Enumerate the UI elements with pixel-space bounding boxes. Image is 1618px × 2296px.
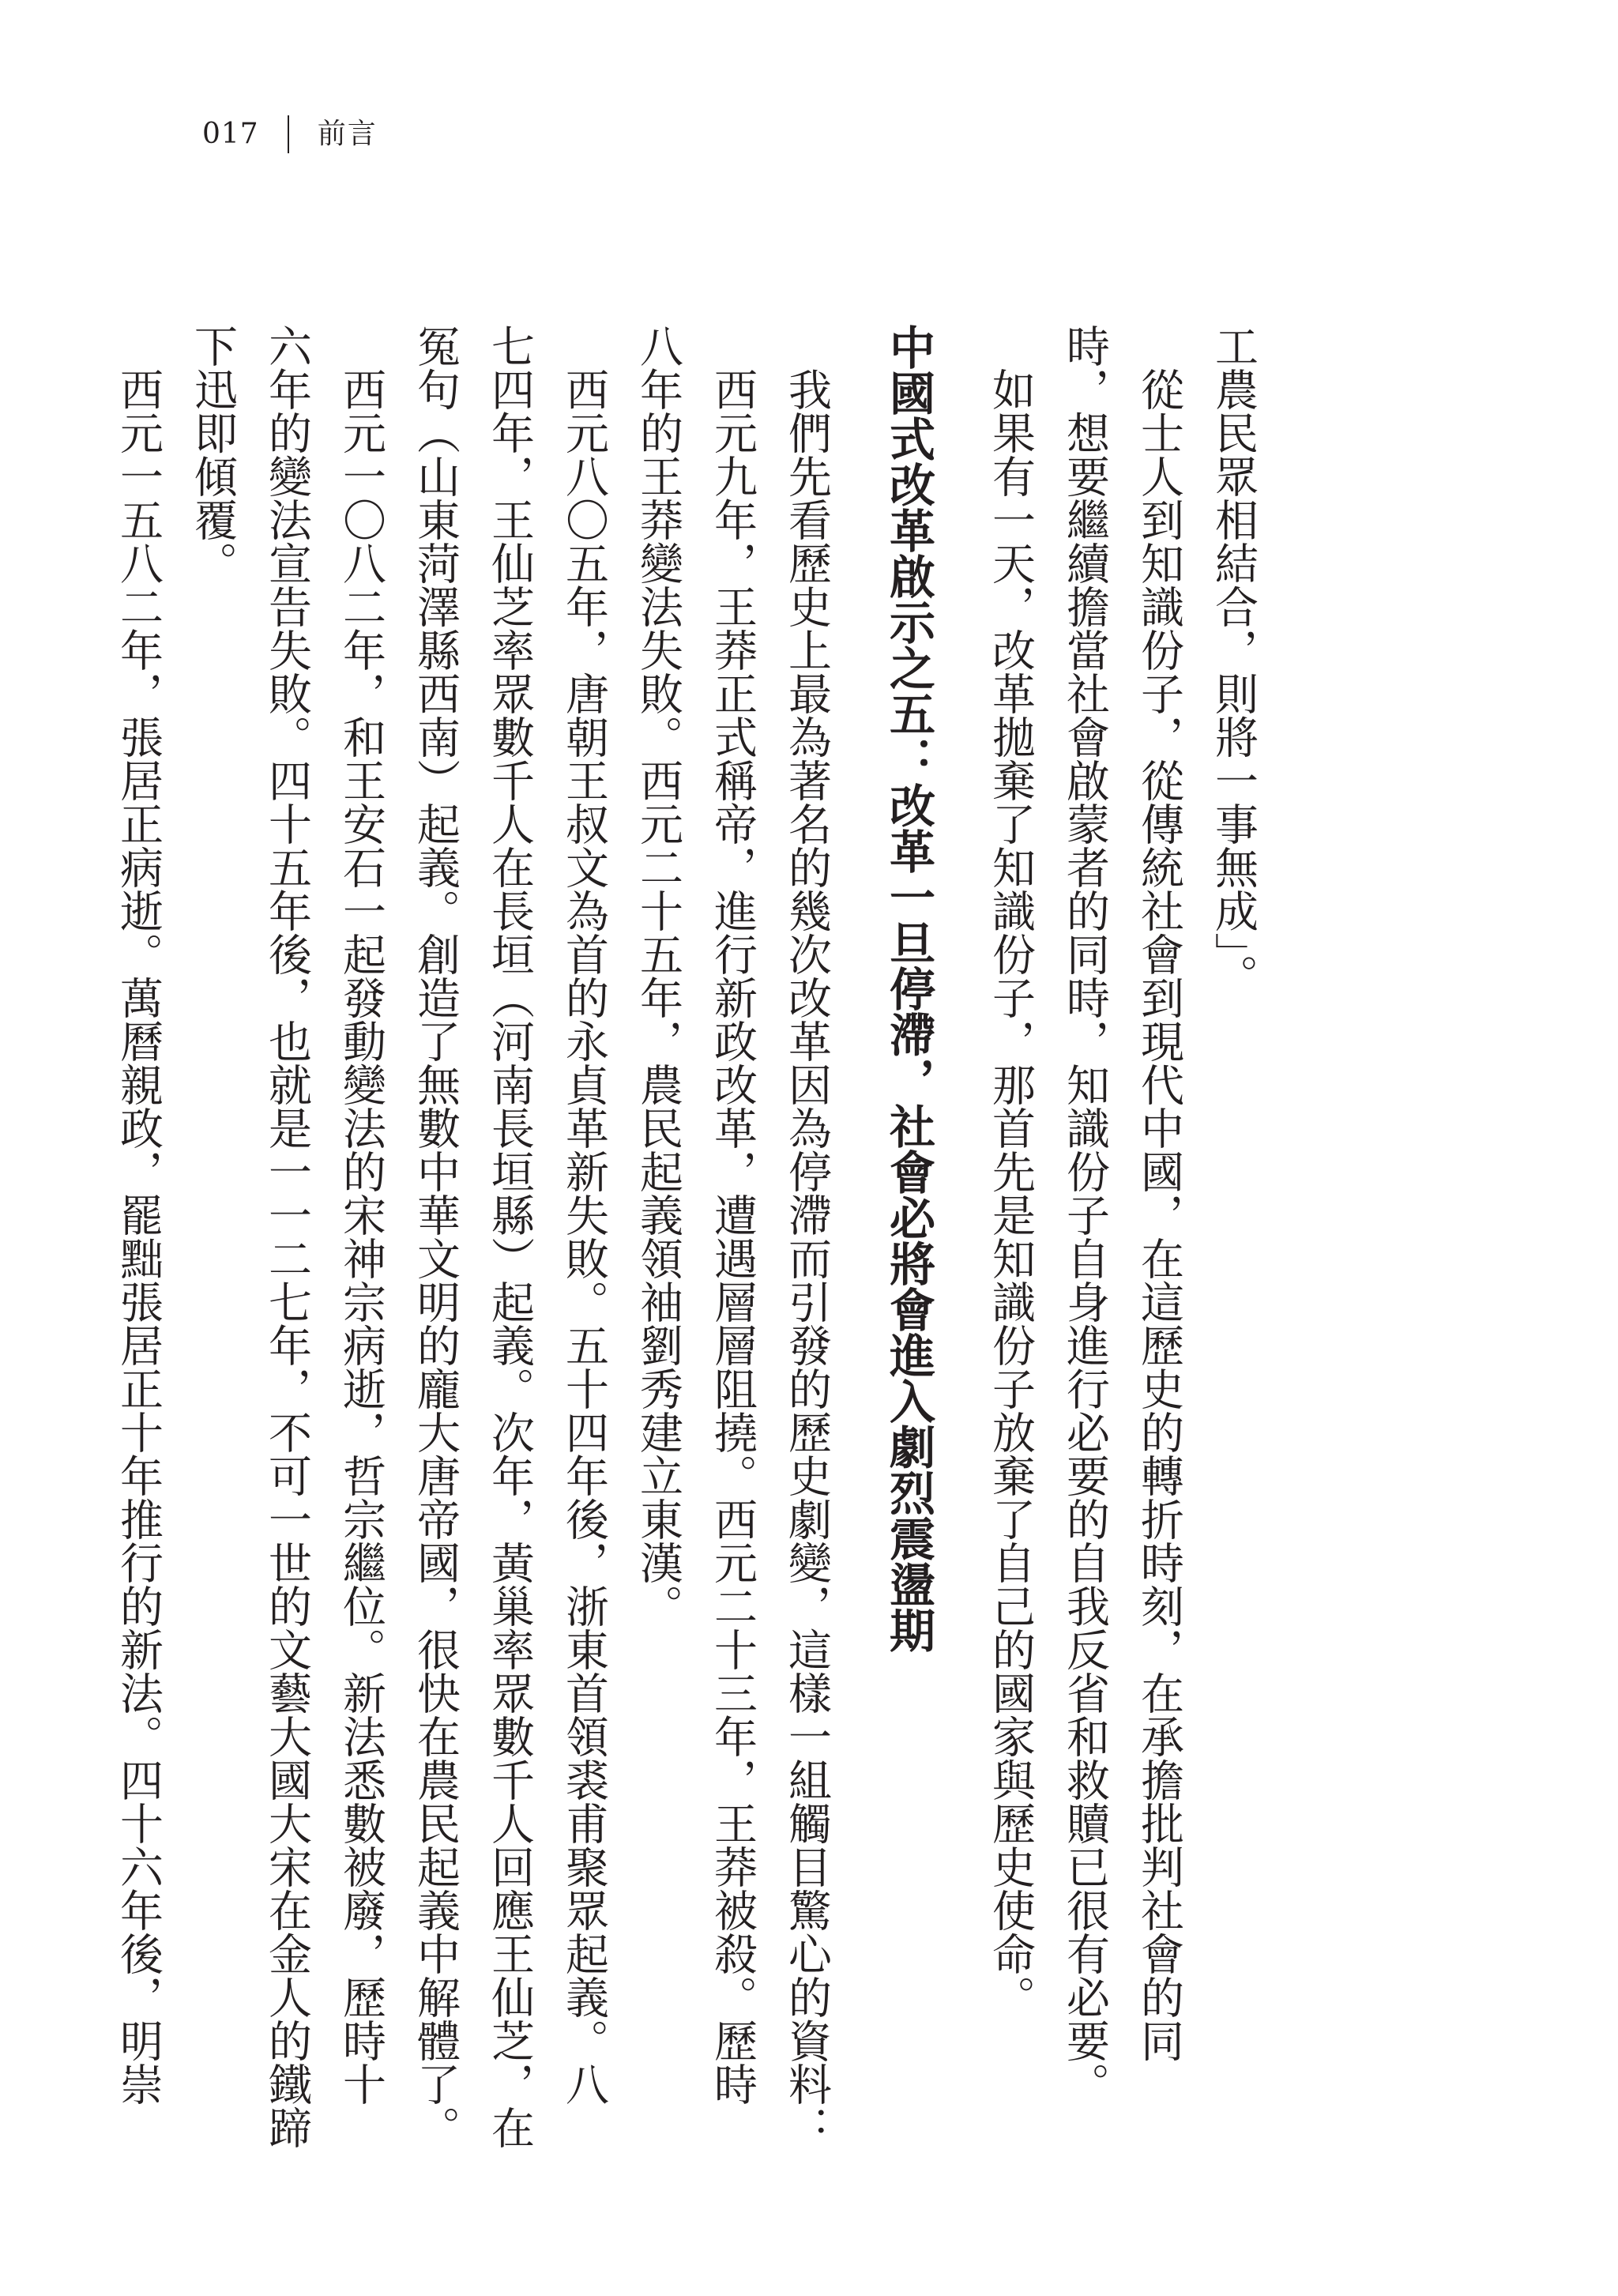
paragraph-line: 六年的變法宣告失敗。四十五年後，也就是一一二七年，不可一世的文藝大國大宋在金人的鐵蹄	[262, 324, 312, 2149]
body-text	[101, 324, 1270, 2165]
paragraph-line: 下迅即傾覆。	[187, 324, 238, 585]
paragraph-line: 西元一〇八二年，和王安石一起發動變法的宋神宗病逝，哲宗繼位。新法悉數被廢，歷時十	[336, 367, 386, 2106]
running-head	[202, 111, 378, 158]
paragraph-line: 工農民眾相結合，則將一事無成」。	[1208, 324, 1259, 998]
paragraph-line: 八年的王莽變法失敗。西元二十五年，農民起義領袖劉秀建立東漢。	[633, 324, 683, 1628]
paragraph-line: 我們先看歷史上最為著名的幾次改革因為停滯而引發的歷史劇變，這樣一組觸目驚心的資料：	[781, 367, 832, 2149]
paragraph-line: 西元八〇五年，唐朝王叔文為首的永貞革新失敗。五十四年後，浙東首領裘甫聚眾起義。八	[559, 367, 609, 2106]
paragraph-line: 西元九年，王莽正式稱帝，進行新政改革，遭遇層層阻撓。西元二十三年，王莽被殺。歷時	[707, 367, 758, 2106]
paragraph-line: 西元一五八二年，張居正病逝。萬曆親政，罷黜張居正十年推行的新法。四十六年後，明崇	[113, 367, 164, 2106]
section-heading: 中國式改革啟示之五：改革一旦停滯，社會必將會進入劇烈震盪期	[882, 324, 935, 1653]
paragraph-line: 冤句（山東菏澤縣西南）起義。創造了無數中華文明的龐大唐帝國，很快在農民起義中解體了。	[410, 324, 461, 2149]
paragraph-line: 如果有一天，改革拋棄了知識份子，那首先是知識份子放棄了自己的國家與歷史使命。	[985, 367, 1036, 2019]
header-divider	[288, 115, 289, 153]
paragraph-line: 七四年，王仙芝率眾數千人在長垣（河南長垣縣）起義。次年，黃巢率眾數千人回應王仙芝，在	[484, 324, 535, 2149]
section-title: 前言	[317, 118, 378, 150]
page-number: 017	[202, 118, 259, 150]
paragraph-line: 時，想要繼續擔當社會啟蒙者的同時，知識份子自身進行必要的自我反省和救贖已很有必要。	[1059, 324, 1110, 2106]
paragraph-line: 從士人到知識份子，從傳統社會到現代中國，在這歷史的轉折時刻，在承擔批判社會的同	[1134, 367, 1184, 2062]
